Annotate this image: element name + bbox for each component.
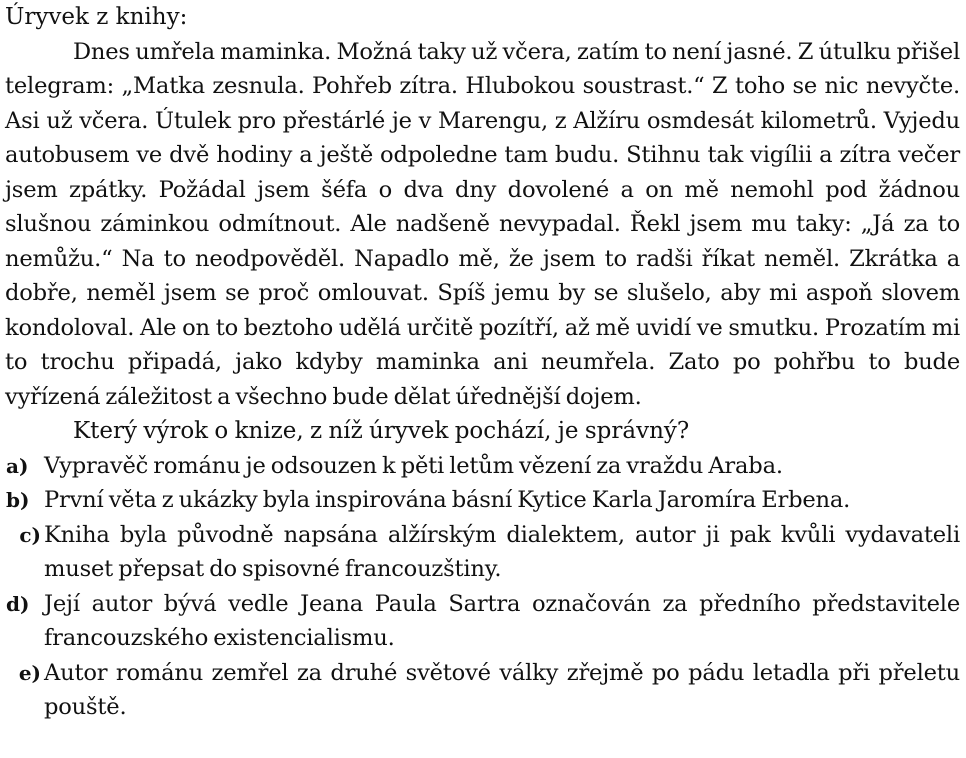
answer-option-e[interactable] <box>5 656 960 725</box>
exam-page <box>5 0 960 725</box>
option-label: b) <box>6 488 30 512</box>
excerpt-passage: Dnes umřela maminka. Možná taky už včera, zatím to není jasné. Z útulku přišel telegram: „Matka zesnula. Pohřeb zítra. Hlubokou soustrast.“ Z toho se nic nevyčte. Asi už včera. Útulek pro přestárlé je v Marengu, z Alžíru osmdesát kilometrů. Vyjedu autobusem ve dvě hodiny a ještě odpoledne tam budu. Stihnu tak vigílii a zítra večer jsem zpátky. Požádal jsem šéfa o dva dny dovolené a on mě nemohl pod žádnou slušnou záminkou odmítnout. Ale nadšeně nevypadal. Řekl jsem mu taky: „Já za to nemůžu.“ Na to neodpověděl. Napadlo mě, že jsem to radši říkat neměl. Zkrátka a dobře, neměl jsem se proč omlouvat. Spíš jemu by se slušelo, aby mi aspoň slovem kondoloval. Ale on to beztoho udělá určitě pozítří, až mě uvidí ve smutku. Prozatím mi to trochu připadá, jako kdyby maminka ani neumřela. Zato po pohřbu to bude vyřízená záležitost a všechno bude dělat úřednější dojem. <box>5 38 960 410</box>
option-label: d) <box>6 591 30 616</box>
option-text: Vypravěč románu je odsouzen k pěti letům vězení za vraždu Araba. <box>44 452 783 479</box>
option-text: Kniha byla původně napsána alžírským dialektem, autor ji pak kvůli vydavateli muset přepsat do spisovné francouzštiny. <box>44 521 960 582</box>
answer-option-b[interactable] <box>5 483 960 518</box>
option-label: a) <box>6 453 29 478</box>
option-text: Její autor bývá vedle Jeana Paula Sartra označován za předního představitele francouzského existencialismu. <box>44 590 960 651</box>
question-text: Který výrok o knize, z níž úryvek pochází, je správný? <box>73 418 690 444</box>
answer-option-a[interactable] <box>5 449 960 484</box>
answer-option-c[interactable] <box>5 518 960 587</box>
answer-options <box>5 449 960 725</box>
option-text: První věta z ukázky byla inspirována básní Kytice Karla Jaromíra Erbena. <box>44 487 851 513</box>
option-label: c) <box>19 522 41 547</box>
option-text: Autor románu zemřel za druhé světové války zřejmě po pádu letadla při přeletu pouště. <box>44 659 960 720</box>
answer-option-d[interactable] <box>5 587 960 656</box>
option-label: e) <box>18 660 41 685</box>
excerpt-heading: Úryvek z knihy: <box>5 4 188 30</box>
